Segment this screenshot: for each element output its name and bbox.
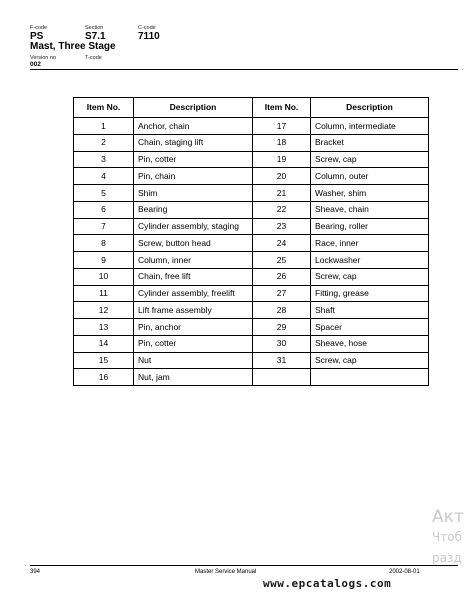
item-number-cell: 21 <box>253 185 311 202</box>
description-cell: Cylinder assembly, freelift <box>134 285 253 302</box>
description-cell: Bearing, roller <box>311 218 429 235</box>
item-number-cell: 2 <box>74 134 134 151</box>
description-cell: Screw, button head <box>134 235 253 252</box>
description-cell: Sheave, chain <box>311 201 429 218</box>
table-row <box>74 235 429 252</box>
description-cell: Bracket <box>311 134 429 151</box>
description-cell: Shaft <box>311 302 429 319</box>
item-number-cell: 27 <box>253 285 311 302</box>
description-cell: Bearing <box>134 201 253 218</box>
item-number-cell: 1 <box>74 118 134 135</box>
item-number-cell <box>253 369 311 386</box>
description-cell: Anchor, chain <box>134 118 253 135</box>
version-label: Version no <box>30 55 56 61</box>
item-number-cell: 5 <box>74 185 134 202</box>
table-row <box>74 218 429 235</box>
item-number-cell: 29 <box>253 319 311 336</box>
tcode-label: T-code <box>85 55 102 61</box>
description-cell: Fitting, grease <box>311 285 429 302</box>
table-row <box>74 201 429 218</box>
description-cell: Spacer <box>311 319 429 336</box>
footer-date: 2002-08-01 <box>389 569 420 575</box>
item-number-cell: 14 <box>74 335 134 352</box>
description-cell: Washer, shim <box>311 185 429 202</box>
description-cell: Column, intermediate <box>311 118 429 135</box>
description-cell: Sheave, hose <box>311 335 429 352</box>
description-cell: Race, inner <box>311 235 429 252</box>
fcode-label: F-code <box>30 25 48 31</box>
item-number-cell: 15 <box>74 352 134 369</box>
table-row <box>74 352 429 369</box>
table-row <box>74 319 429 336</box>
item-number-cell: 11 <box>74 285 134 302</box>
description-cell: Lockwasher <box>311 252 429 269</box>
item-number-cell: 3 <box>74 151 134 168</box>
header-description-left: Description <box>134 98 253 118</box>
description-cell: Shim <box>134 185 253 202</box>
table-row <box>74 252 429 269</box>
table-row <box>74 285 429 302</box>
description-cell: Screw, cap <box>311 352 429 369</box>
header-item-no-right: Item No. <box>253 98 311 118</box>
header-divider <box>30 69 458 70</box>
item-number-cell: 24 <box>253 235 311 252</box>
item-number-cell: 6 <box>74 201 134 218</box>
overlay-line-1: Акт <box>432 507 464 527</box>
version-value: 002 <box>30 61 41 68</box>
item-number-cell: 10 <box>74 268 134 285</box>
item-number-cell: 30 <box>253 335 311 352</box>
item-number-cell: 20 <box>253 168 311 185</box>
description-cell: Cylinder assembly, staging <box>134 218 253 235</box>
description-cell: Pin, cotter <box>134 151 253 168</box>
footer-divider <box>30 565 458 566</box>
description-cell: Pin, anchor <box>134 319 253 336</box>
item-number-cell: 8 <box>74 235 134 252</box>
overlay-line-3: разд <box>432 551 462 565</box>
table-row <box>74 151 429 168</box>
item-number-cell: 23 <box>253 218 311 235</box>
item-number-cell: 7 <box>74 218 134 235</box>
section-value: S7.1 <box>85 31 106 42</box>
description-cell: Pin, chain <box>134 168 253 185</box>
item-number-cell: 28 <box>253 302 311 319</box>
table-row <box>74 268 429 285</box>
table-row <box>74 134 429 151</box>
description-cell: Pin, cotter <box>134 335 253 352</box>
watermark-url: www.epcatalogs.com <box>263 577 392 590</box>
page-subtitle: Mast, Three Stage <box>30 41 116 52</box>
item-number-cell: 9 <box>74 252 134 269</box>
table-row <box>74 168 429 185</box>
ccode-label: C-code <box>138 25 156 31</box>
item-number-cell: 25 <box>253 252 311 269</box>
table-row <box>74 118 429 135</box>
table-row <box>74 185 429 202</box>
table-header-row <box>74 98 429 118</box>
description-cell: Column, outer <box>311 168 429 185</box>
parts-table <box>73 97 429 386</box>
table-row <box>74 302 429 319</box>
table-row <box>74 335 429 352</box>
description-cell: Nut, jam <box>134 369 253 386</box>
fcode-value: PS <box>30 31 44 42</box>
item-number-cell: 26 <box>253 268 311 285</box>
item-number-cell: 13 <box>74 319 134 336</box>
description-cell: Screw, cap <box>311 268 429 285</box>
description-cell: Screw, cap <box>311 151 429 168</box>
description-cell: Nut <box>134 352 253 369</box>
page-number: 394 <box>30 569 41 575</box>
item-number-cell: 18 <box>253 134 311 151</box>
item-number-cell: 22 <box>253 201 311 218</box>
description-cell: Chain, staging lift <box>134 134 253 151</box>
description-cell: Chain, free lift <box>134 268 253 285</box>
header-description-right: Description <box>311 98 429 118</box>
ccode-value: 7110 <box>138 31 160 42</box>
item-number-cell: 31 <box>253 352 311 369</box>
item-number-cell: 16 <box>74 369 134 386</box>
description-cell: Column, inner <box>134 252 253 269</box>
table-row <box>74 369 429 386</box>
item-number-cell: 19 <box>253 151 311 168</box>
item-number-cell: 17 <box>253 118 311 135</box>
section-label: Section <box>85 25 104 31</box>
manual-title: Master Service Manual <box>195 569 257 575</box>
description-cell <box>311 369 429 386</box>
overlay-line-2: Чтоб <box>432 530 462 544</box>
item-number-cell: 12 <box>74 302 134 319</box>
item-number-cell: 4 <box>74 168 134 185</box>
header-item-no-left: Item No. <box>74 98 134 118</box>
description-cell: Lift frame assembly <box>134 302 253 319</box>
